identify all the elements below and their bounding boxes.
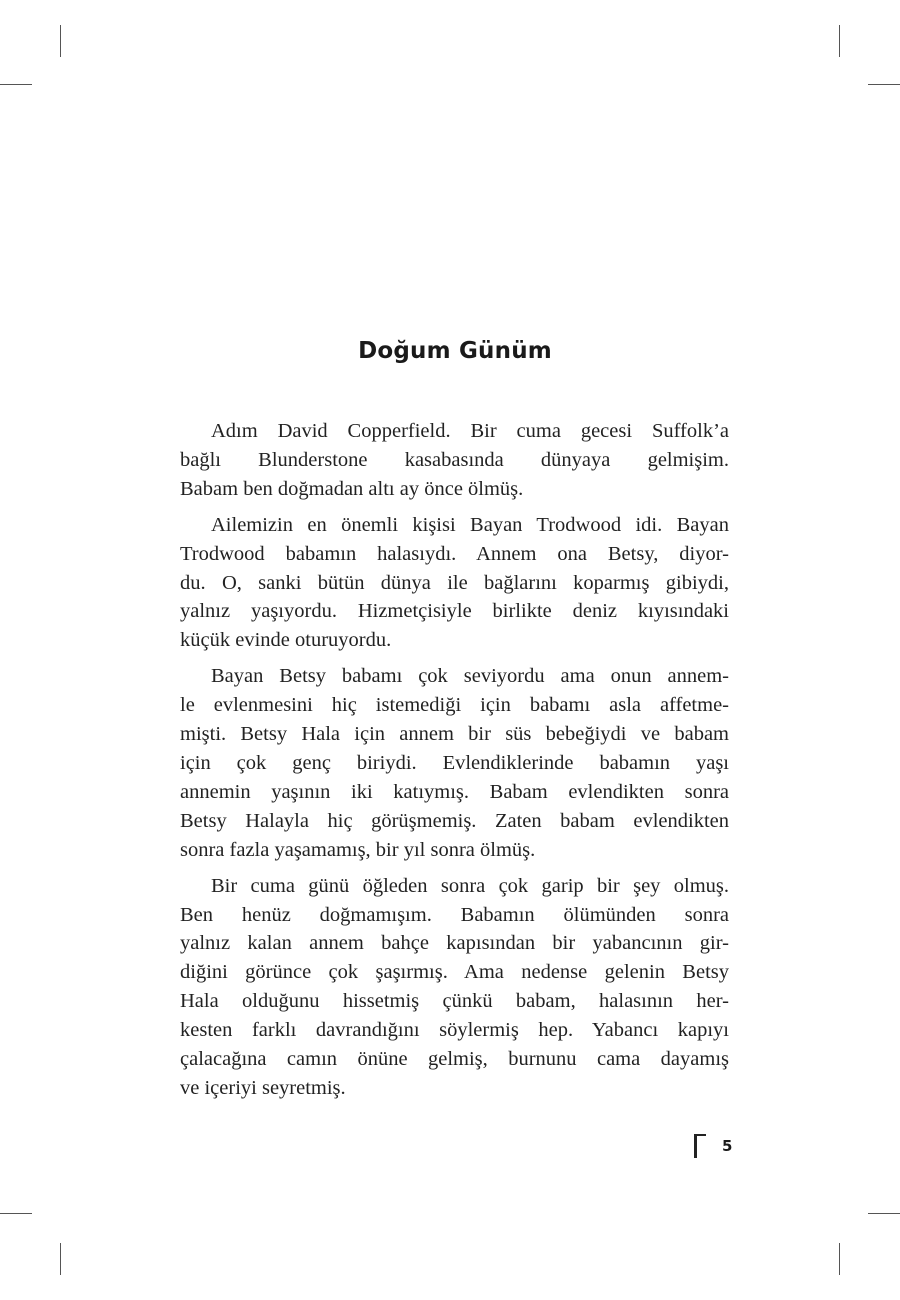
crop-mark-bottom-left-horizontal [0,1213,32,1214]
paragraph-line: Adım David Copperfield. Bir cuma gecesi Suffolk’a [211,420,729,442]
paragraph-line: Ben henüz doğmamışım. Babamın ölümünden sonra [180,903,729,926]
paragraph-line: mişti. Betsy Hala için annem bir süs bebeğiydi ve babam [180,723,729,746]
page-number-bar-foot [694,1134,706,1136]
paragraph-line: Trodwood babamın halasıydı. Annem ona Betsy, diyor- [180,542,729,565]
paragraph-line: Bayan Betsy babamı çok seviyordu ama onun annem- [211,665,729,688]
crop-mark-bottom-left [60,1243,61,1275]
paragraph-line: yalnız kalan annem bahçe kapısından bir yabancının gir- [180,932,729,955]
paragraph-line: ve içeriyi seyretmiş. [180,1076,346,1099]
paragraph [180,511,729,656]
crop-mark-bottom-right-horizontal [868,1213,900,1214]
paragraph [180,417,729,504]
paragraph-line: çalacağına camın önüne gelmiş, burnunu cama dayamış [180,1048,729,1071]
paragraph-line: le evlenmesini hiç istemediği için babamı asla affetme- [180,694,729,717]
paragraph-line: annemin yaşının iki katıymış. Babam evlendikten sonra [180,780,729,803]
crop-mark-top-right-horizontal [868,84,900,85]
paragraph-line: için çok genç biriydi. Evlendiklerinde babamın yaşı [180,751,729,774]
paragraph-line: Ailemizin en önemli kişisi Bayan Trodwood idi. Bayan [211,513,729,536]
paragraph-line: Hala olduğunu hissetmiş çünkü babam, halasının her- [180,990,729,1013]
paragraph-line: yalnız yaşıyordu. Hizmetçisiyle birlikte deniz kıyısındaki [180,600,729,623]
chapter-body [180,417,729,1103]
chapter-title: Doğum Günüm [358,338,552,364]
paragraph-line: bağlı Blunderstone kasabasında dünyaya gelmişim. [180,448,729,471]
crop-mark-top-left [60,25,61,57]
paragraph [180,662,729,864]
paragraph-line: du. O, sanki bütün dünya ile bağlarını koparmış gibiydi, [180,571,729,594]
page-number-bar [694,1134,697,1158]
crop-mark-top-right [839,25,840,57]
page-number: 5 [722,1137,733,1155]
crop-mark-top-left-horizontal [0,84,32,85]
paragraph-line: sonra fazla yaşamamış, bir yıl sonra ölmüş. [180,838,536,861]
page-number-block [694,1134,734,1160]
paragraph-line: Bir cuma günü öğleden sonra çok garip bir şey olmuş. [211,874,729,897]
crop-mark-bottom-right [839,1243,840,1275]
paragraph-line: küçük evinde oturuyordu. [180,629,392,652]
paragraph-line: kesten farklı davrandığını söylermiş hep. Yabancı kapıyı [180,1019,729,1042]
paragraph-line: Betsy Halayla hiç görüşmemiş. Zaten babam evlendikten [180,809,729,832]
paragraph-line: diğini görünce çok şaşırmış. Ama nedense gelenin Betsy [180,961,729,984]
paragraph [180,872,729,1103]
paragraph-line: Babam ben doğmadan altı ay önce ölmüş. [180,477,524,500]
